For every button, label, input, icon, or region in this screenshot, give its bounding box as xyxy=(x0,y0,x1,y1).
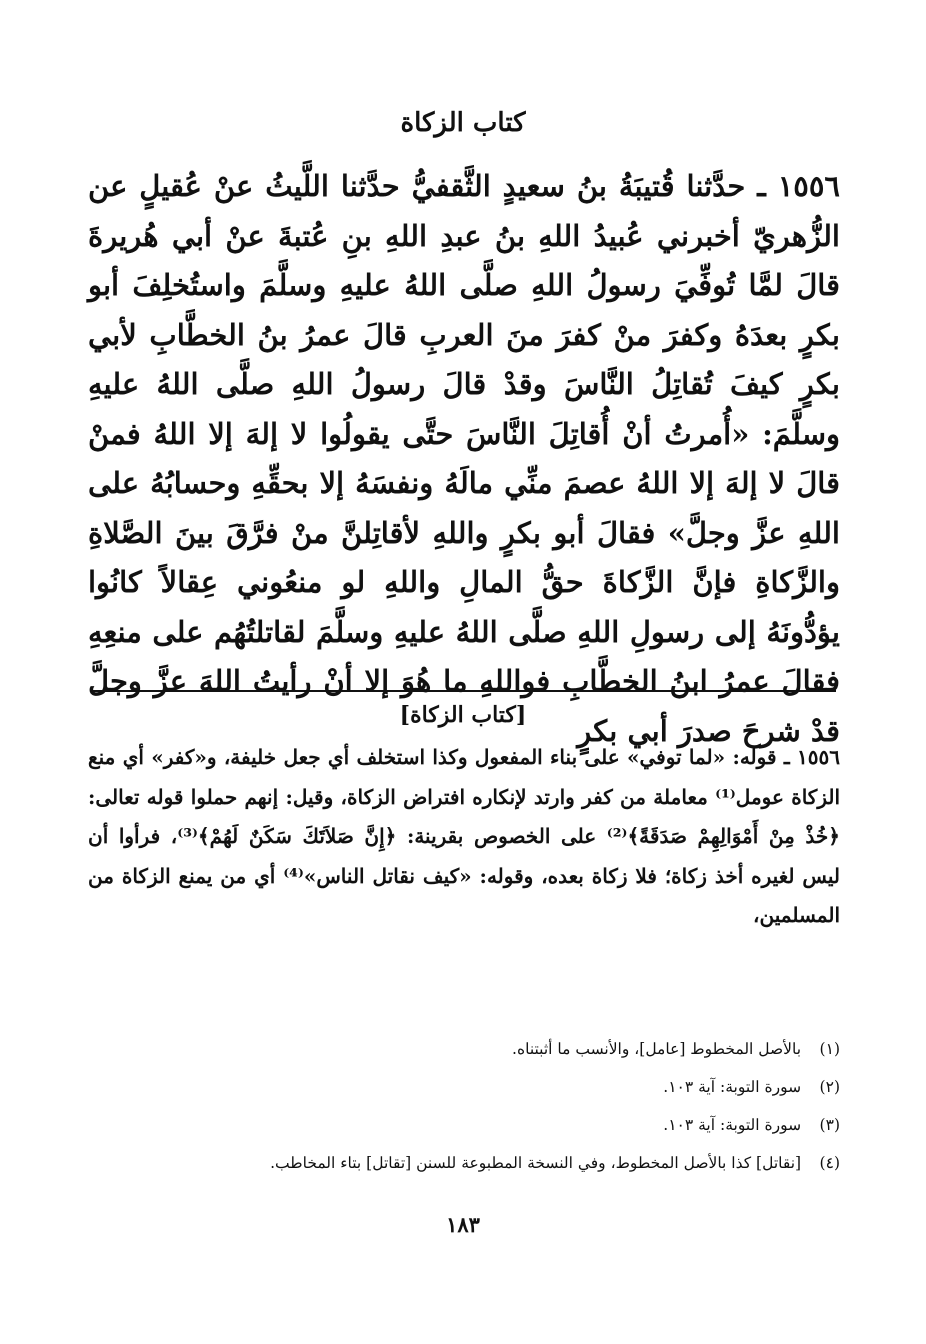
hadith-text-block xyxy=(88,162,840,756)
commentary-title: [كتاب الزكاة] xyxy=(399,702,527,728)
footnote-item xyxy=(150,1106,840,1144)
footnote-text: سورة التوبة: آية ١٠٣. xyxy=(663,1078,802,1096)
page-number: ١٨٣ xyxy=(446,1212,480,1237)
footnote-number: (٤) xyxy=(819,1154,840,1172)
hadith-text: حدَّثنا قُتيبَةُ بنُ سعيدٍ الثَّقفيُّ حدَّثنا اللَّيثُ عنْ عُقيلٍ عن الزُّهريّ أخبرني عُبيدُ اللهِ بنُ عبدِ اللهِ بنِ عُتبةَ عنْ أبي هُريرةَ قالَ لمَّا تُوفِّيَ رسولُ اللهِ صلَّى اللهُ عليهِ وسلَّمَ واستُخلِفَ أبو بكرٍ بعدَهُ وكفرَ منْ كفرَ منَ العربِ قالَ عمرُ بنُ الخطَّابِ لأبي بكرٍ كيفَ تُقاتِلُ النَّاسَ وقدْ قالَ رسولُ اللهِ صلَّى اللهُ عليهِ وسلَّمَ: «أُمرتُ أنْ أُقاتِلَ النَّاسَ حتَّى يقولُوا لا إلهَ إلا اللهُ فمنْ قالَ لا إلهَ إلا اللهُ عصمَ منِّي مالَهُ ونفسَهُ إلا بحقِّهِ وحسابُهُ على اللهِ عزَّ وجلَّ» فقالَ أبو بكرٍ واللهِ لأقاتِلنَّ منْ فرَّقَ بينَ الصَّلاةِ والزَّكاةِ فإنَّ الزَّكاةَ حقُّ المالِ واللهِ لو منعُوني عِقالاً كانُوا يؤدُّونَهُ إلى رسولِ اللهِ صلَّى اللهُ عليهِ وسلَّمَ لقاتلتُهُم على منعِهِ فقالَ عمرُ ابنُ الخطَّابِ فواللهِ ما هُوَ إلا أنْ رأيتُ اللهَ عزَّ وجلَّ قدْ شرحَ صدرَ أبي بكرٍ xyxy=(88,169,840,748)
footnote-item xyxy=(150,1144,840,1182)
footnote-number: (٣) xyxy=(819,1116,840,1134)
commentary-text: قوله: «لما توفي» على بناء المفعول وكذا استخلف أي جعل خليفة، و«كفر» أي منع الزكاة عومل⁽¹⁾ معاملة من كفر وارتد لإنكاره افتراض الزكاة، وقيل: إنهم حملوا قوله تعالى: ﴿خُذْ مِنْ أَمْوَالِهِمْ صَدَقَةً﴾⁽²⁾ على الخصوص بقرينة: ﴿إِنَّ صَلاَتَكَ سَكَنٌ لَهُمْ﴾⁽³⁾، فرأوا أن ليس لغيره أخذ زكاة؛ فلا زكاة بعده، وقوله: «كيف نقاتل الناس»⁽⁴⁾ أي من يمنع الزكاة من المسلمين، xyxy=(88,745,841,927)
section-divider xyxy=(92,690,836,692)
commentary-text-block xyxy=(88,738,840,936)
footnote-text: [نقاتل] كذا بالأصل المخطوط، وفي النسخة المطبوعة للسنن [تقاتل] بتاء المخاطب. xyxy=(270,1154,802,1172)
commentary-number: ١٥٥٦ ـ xyxy=(783,745,841,769)
footnotes xyxy=(150,1030,840,1182)
footnote-text: بالأصل المخطوط [عامل]، والأنسب ما أثبتناه. xyxy=(512,1040,802,1058)
footnote-text: سورة التوبة: آية ١٠٣. xyxy=(663,1116,802,1134)
chapter-title: كتاب الزكاة xyxy=(400,108,526,138)
hadith-number: ١٥٥٦ ـ xyxy=(757,169,840,203)
footnote-item xyxy=(150,1030,840,1068)
footnote-item xyxy=(150,1068,840,1106)
footnote-number: (٢) xyxy=(819,1078,840,1096)
footnote-number: (١) xyxy=(819,1040,840,1058)
